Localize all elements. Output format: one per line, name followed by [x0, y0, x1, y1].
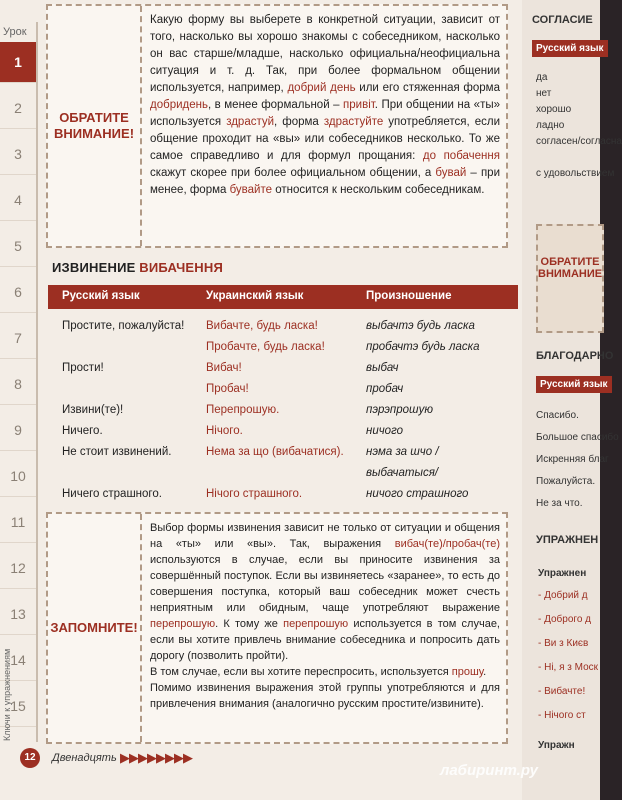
table-cell-pr: выбач [366, 362, 399, 374]
lesson-label: Урок [3, 26, 27, 38]
table-cell-pr: пэрэпрошую [366, 404, 433, 416]
note-box-remember [46, 512, 508, 744]
right-word: с удовольствием [536, 168, 615, 179]
col-header-ua: Украинский язык [206, 290, 304, 302]
table-cell-pr: выбачатыся/ [366, 467, 439, 479]
lesson-tab-15[interactable]: 15 [0, 686, 36, 727]
remember-paragraph-2: В том случае, если вы хотите переспросить, используется прошу. [150, 666, 487, 678]
lesson-tab-2[interactable]: 2 [0, 88, 36, 129]
page-number: 12 [20, 748, 40, 768]
right-thanks-word: Не за что. [536, 498, 583, 509]
right-exercise-item: - Ні, я з Моск [538, 662, 599, 673]
table-cell-pr: ничого страшного [366, 488, 469, 500]
table-cell-ru: Не стоит извинений. [62, 446, 172, 458]
lesson-tabs [0, 22, 38, 742]
right-word: хорошо [536, 104, 572, 115]
right-thanks-word: Спасибо. [536, 410, 579, 421]
table-cell-ua: Вибач! [206, 362, 242, 374]
answers-side-note: Ключи к упражнениям [2, 648, 12, 742]
lesson-tab-5[interactable]: 5 [0, 226, 36, 267]
watermark-logo: лабиринт.ру [440, 762, 538, 779]
table-cell-pr: выбачтэ будь ласка [366, 320, 475, 332]
lesson-tab-13[interactable]: 13 [0, 594, 36, 635]
table-cell-ua: Перепрошую. [206, 404, 280, 416]
page-number-word: Двенадцять [52, 752, 117, 764]
lesson-tab-10[interactable]: 10 [0, 456, 36, 497]
table-cell-ua: Нічого. [206, 425, 243, 437]
right-word: ладно [536, 120, 565, 131]
right-callout: ОБРАТИТЕ ВНИМАНИЕ [536, 224, 604, 333]
table-header [48, 285, 518, 309]
table-cell-ua: Вибачте, будь ласка! [206, 320, 318, 332]
right-exercise-item: - Доброго д [538, 614, 592, 625]
table-cell-ru: Прости! [62, 362, 104, 374]
callout-remember: ЗАПОМНИТЕ! [48, 514, 142, 742]
table-cell-ua: Нема за що (вибачатися). [206, 446, 344, 458]
note-box-attention [46, 4, 508, 248]
right-lang-tag: Русский язык [532, 40, 608, 57]
right-thanks-word: Большое спасибо [536, 432, 619, 443]
section-title: ИЗВИНЕНИЕ ВИБАЧЕННЯ [52, 260, 224, 275]
table-cell-ru: Ничего. [62, 425, 103, 437]
table-cell-ru: Ничего страшного. [62, 488, 162, 500]
remember-text [150, 520, 500, 712]
lesson-tab-7[interactable]: 7 [0, 318, 36, 359]
table-cell-ua: Нічого страшного. [206, 488, 303, 500]
table-cell-ru: Простите, пожалуйста! [62, 320, 185, 332]
lesson-tab-14[interactable]: 14 [0, 640, 36, 681]
remember-paragraph-1: Выбор формы извинения зависит не только от ситуации и общения на «ты» или «вы». Так, выражения вибач(те)/пробач(те) используются в случае, если вы приносите извинения за совершённый поступок. Если вы извиняетесь «заранее», то есть до совершения поступка, который ваш собеседник может счесть неприятным или обидным, чаще употребляют выражение перепрошую. К тому же перепрошую используется в том случае, если вы хотите привлечь внимание собеседника и попросить дать дорогу (позволить пройти). [150, 522, 500, 662]
table-cell-pr: пробачтэ будь ласка [366, 341, 480, 353]
table-cell-ru: Извини(те)! [62, 404, 124, 416]
col-header-ru: Русский язык [62, 290, 140, 302]
lesson-tab-3[interactable]: 3 [0, 134, 36, 175]
callout-attention: ОБРАТИТЕ ВНИМАНИЕ! [48, 6, 142, 246]
right-word: да [536, 72, 548, 83]
right-exercise-item: - Добрий д [538, 590, 588, 601]
lesson-tab-9[interactable]: 9 [0, 410, 36, 451]
table-cell-ua: Пробачте, будь ласка! [206, 341, 325, 353]
arrow-decoration-icon: ▶▶▶▶▶▶▶▶ [120, 750, 192, 765]
right-exercise-title: УПРАЖНЕН [536, 534, 599, 546]
table-cell-pr: пробач [366, 383, 404, 395]
right-word: согласен/согласна [536, 136, 622, 147]
right-exercise-item: - Нічого ст [538, 710, 586, 721]
lesson-tab-12[interactable]: 12 [0, 548, 36, 589]
remember-paragraph-3: Помимо извинения выражения этой группы употребляются и для привлечения внимания (аналогично русским простите/извините). [150, 682, 500, 710]
lesson-tab-6[interactable]: 6 [0, 272, 36, 313]
lesson-tab-8[interactable]: 8 [0, 364, 36, 405]
right-exercise-sub-2: Упражн [538, 740, 575, 751]
right-exercise-sub: Упражнен [538, 568, 587, 579]
right-thanks-title: БЛАГОДАРНО [536, 350, 614, 362]
right-header: СОГЛАСИЕ [532, 14, 593, 26]
right-thanks-word: Искренняя благ [536, 454, 609, 465]
col-header-pr: Произношение [366, 290, 452, 302]
lesson-tab-11[interactable]: 11 [0, 502, 36, 543]
right-page [522, 0, 622, 800]
lesson-tab-4[interactable]: 4 [0, 180, 36, 221]
table-cell-pr: нэма за шчо / [366, 446, 439, 458]
attention-text: Какую форму вы выберете в конкретной ситуации, зависит от того, насколько вы хорошо знакомы с собеседником, насколько он вас старше/младше, насколько официальна/неофициальна ситуация и т. д. Так, при более формальном общении используется, например, добрий день или его стяженная форма добридень, в менее формальной – привіт. При общении на «ты» используется здрастуй, форма здрастуйте употребляется, если общение проходит на «вы» или собеседников несколько. То же самое справедливо и для формул прощания: до побачення скажут скорее при более официальном общении, а бувай – при менее, форма бувайте относится к нескольким собеседникам. [150, 14, 500, 196]
right-exercise-item: - Вибачте! [538, 686, 586, 697]
right-thanks-word: Пожалуйста. [536, 476, 596, 487]
right-word: нет [536, 88, 552, 99]
lesson-tab-1[interactable]: 1 [0, 42, 36, 83]
table-cell-pr: ничого [366, 425, 404, 437]
right-exercise-item: - Ви з Києв [538, 638, 589, 649]
table-cell-ua: Пробач! [206, 383, 249, 395]
right-lang-tag-2: Русский язык [536, 376, 612, 393]
